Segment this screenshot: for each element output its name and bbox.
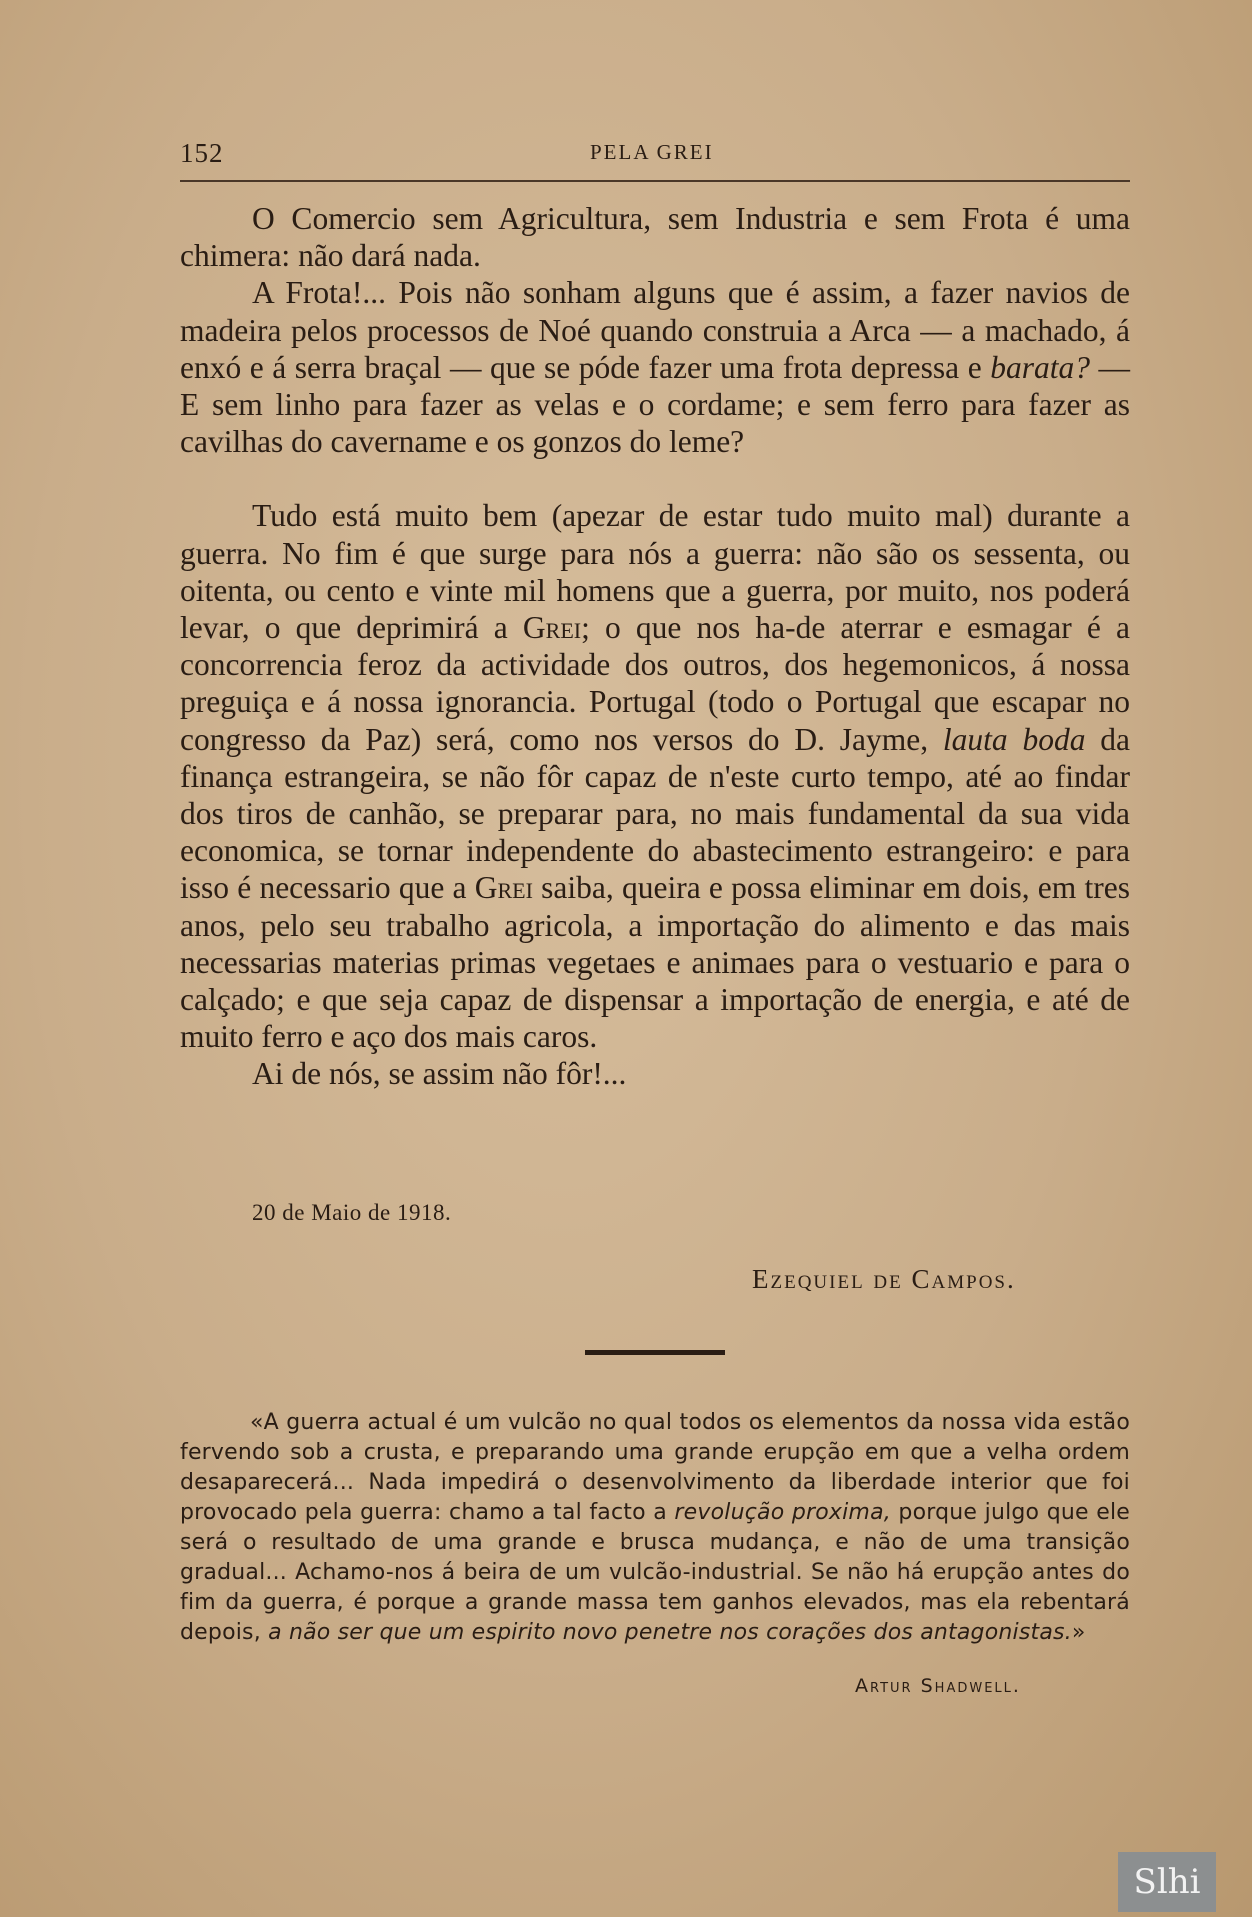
paragraph-3-text-b: ; o que nos ha-de aterrar e esmagar é a concorrencia feroz da actividade dos outros, dos hegemonicos, á nossa preguiça e á nossa ignorancia. Portugal (todo o Portugal que escapar no congresso da Paz) será, como nos versos do D. Jayme, (180, 610, 1130, 757)
page-header (180, 138, 1130, 178)
paragraph-3-text-d: saiba, queira e possa eliminar em dois, em tres anos, pelo seu trabalho agricola, a importação do alimento e das mais necessarias materias primas vegetaes e animaes para o vestuario e para o calçado; e que seja capaz de dispensar a importação de energia, e até de muito ferro e aço dos mais caros. (180, 870, 1130, 1055)
paragraph-3-smallcaps-b: Grei (474, 870, 533, 906)
header-rule (180, 180, 1130, 182)
paragraph-2-text-a: A Frota!... Pois não sonham alguns que é assim, a fazer navios de madeira pelos processos de Noé quando construia a Arca — a machado, á enxó e á serra braçal — que se póde fazer uma frota depressa e (180, 275, 1130, 385)
dateline: 20 de Maio de 1918. (252, 1200, 452, 1225)
paragraph-4 (180, 1055, 1130, 1092)
section-separator (585, 1350, 725, 1355)
library-stamp-logo: Slhi (1118, 1852, 1216, 1912)
quotation-author: Artur Shadwell. (855, 1675, 1021, 1697)
paragraph-3-italic: lauta boda (942, 721, 1086, 757)
quotation-paragraph (180, 1408, 1130, 1648)
paragraph-4-text: Ai de nós, se assim não fôr!... (252, 1056, 627, 1092)
quotation-italic-b: a não ser que um espirito novo penetre nos corações dos antagonistas. (268, 1620, 1072, 1645)
author-signature: Ezequiel de Campos. (752, 1264, 1016, 1294)
body-text (180, 200, 1130, 1093)
paragraph-2-text-b: — E sem linho para fazer as velas e o cordame; e sem ferro para fazer as cavilhas do cavername e os gonzos do leme? (180, 349, 1130, 460)
page-number: 152 (180, 138, 224, 168)
quotation (180, 1408, 1130, 1648)
paragraph-3-text-a: Tudo está muito bem (apezar de estar tudo muito mal) durante a guerra. No fim é que surge para nós a guerra: não são os sessenta, ou oitenta, ou cento e vinte mil homens que a guerra, por muito, nos poderá levar, o que deprimirá a (180, 498, 1130, 646)
paragraph-1 (180, 200, 1130, 274)
quotation-text-a: «A guerra actual é um vulcão no qual todos os elementos da nossa vida estão fervendo sob a crusta, e preparando uma grande erupção em que a velha ordem desaparecerá... Nada impedirá o desenvolvimento da liberdade interior que foi provocado pela guerra: chamo a tal facto a (180, 1410, 1130, 1525)
paragraph-3 (180, 497, 1130, 1055)
quotation-italic-a: revolução proxima, (674, 1500, 891, 1525)
paragraph-2 (180, 274, 1130, 460)
quotation-text-b: porque julgo que ele será o resultado de uma grande e brusca mudança, e não de uma transição gradual... Achamo-nos á beira de um vulcão-industrial. Se não há erupção antes do fim da guerra, é porque a grande massa tem ganhos elevados, mas ela rebentará depois, (180, 1500, 1130, 1645)
running-head: PELA GREI (590, 140, 714, 164)
paragraph-2-italic: barata? (990, 349, 1090, 385)
paragraph-3-smallcaps-a: Grei (522, 610, 582, 646)
paragraph-3-text-c: da finança estrangeira, se não fôr capaz de n'este curto tempo, até ao findar dos tiros de canhão, se preparar para, no mais fundamental da sua vida economica, se tornar independente do abastecimento estrangeiro: e para isso é necessario que a (180, 721, 1130, 906)
quotation-text-c: » (1071, 1620, 1086, 1645)
paragraph-1-text: O Comercio sem Agricultura, sem Industria e sem Frota é uma chimera: não dará nada. (180, 201, 1130, 274)
